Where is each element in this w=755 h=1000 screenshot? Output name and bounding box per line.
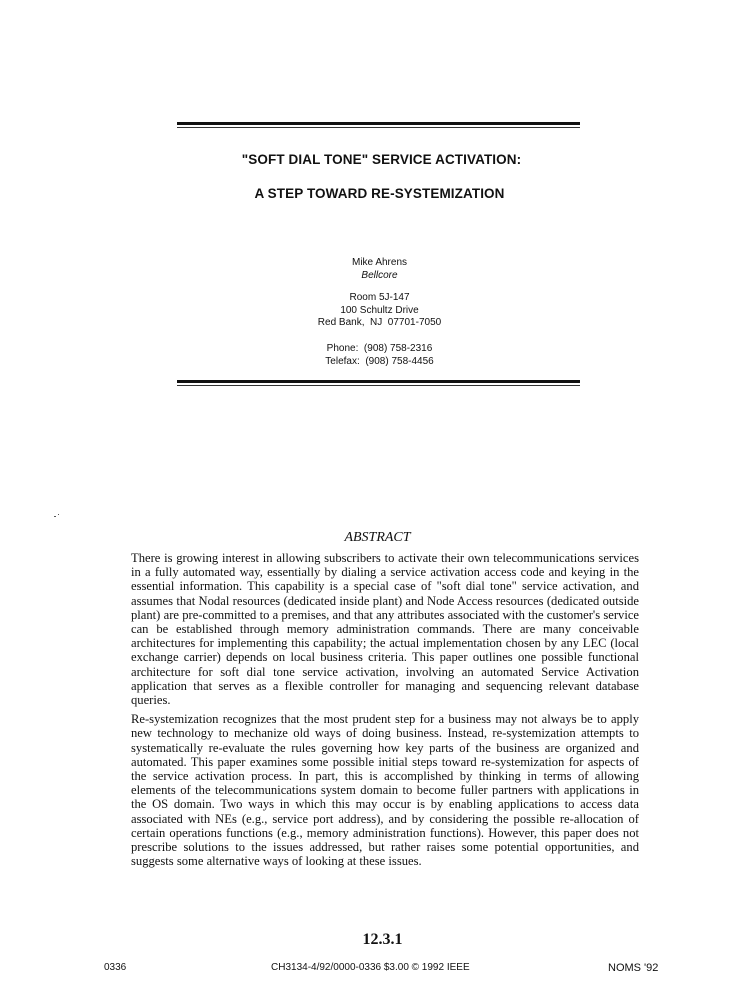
footer-page-number: 0336	[104, 962, 127, 973]
address-block	[2, 292, 755, 330]
address-street: 100 Schultz Drive	[340, 304, 419, 316]
scan-speck	[54, 516, 56, 517]
section-number: 12.3.1	[362, 931, 403, 948]
abstract-body	[131, 551, 639, 873]
abstract-paragraph-1: There is growing interest in allowing subscribers to activate their own telecommunications services in a fully automated way, essentially by dialing a service activation access code and keying in the essential information. This capability is a special case of "soft dial tone" service activation, and assumes that Nodal resources (dedicated inside plant) and Node Access resources (dedicated outside plant) are pre-committed to a premises, and that any attributes associated with the customer's service can be established through memory administration commands. There are many conceivable architectures for implementing this capability; the actual implementation chosen by any LEC (local exchange carrier) depends on local business criteria. This paper outlines one possible functional architecture for soft dial tone service activation, involving an automated Service Activation application that serves as a flexible controller for managing and sequencing relevant database queries.	[131, 551, 639, 708]
header-rule-bottom	[177, 380, 580, 386]
author-block	[2, 257, 755, 282]
contact-telefax: Telefax: (908) 758-4456	[325, 355, 434, 367]
contact-block	[2, 343, 755, 368]
author-name: Mike Ahrens	[351, 257, 408, 268]
footer-conference: NOMS '92	[608, 962, 659, 974]
abstract-heading: ABSTRACT	[344, 530, 411, 545]
paper-title-line-2: A STEP TOWARD RE-SYSTEMIZATION	[254, 186, 505, 201]
rule-thin	[177, 385, 580, 386]
abstract-paragraph-2: Re-systemization recognizes that the most prudent step for a business may not always be to apply new technology to mechanize old ways of doing business. Instead, re-systemization attempts to systematically re-evaluate the rules governing how key parts of the business are organized and automated. This paper examines some possible initial steps toward re-systemization for aspects of the service activation process. In part, this is accomplished by thinking in terms of allowing elements of the telecommunications system domain to become fuller partners with applications in the OS domain. Two ways in which this may occur is by enabling applications to access data associated with NEs (e.g., service port address), and by considering the possible re-allocation of certain operations functions (e.g., memory administration functions). However, this paper does not prescribe solutions to the issues addressed, but rather raises some potential opportunities, and suggests some alternative ways of looking at these issues.	[131, 712, 639, 869]
scan-speck	[58, 514, 59, 515]
rule-thick	[177, 122, 580, 125]
address-room: Room 5J-147	[349, 292, 410, 303]
footer-copyright: CH3134-4/92/0000-0336 $3.00 © 1992 IEEE	[271, 962, 470, 973]
rule-thin	[177, 127, 580, 128]
author-affiliation: Bellcore	[361, 269, 398, 281]
header-rule-top	[177, 122, 580, 128]
paper-title-line-1: "SOFT DIAL TONE" SERVICE ACTIVATION:	[241, 152, 522, 167]
contact-phone: Phone: (908) 758-2316	[326, 343, 433, 354]
address-city: Red Bank, NJ 07701-7050	[317, 317, 442, 328]
rule-thick	[177, 380, 580, 383]
